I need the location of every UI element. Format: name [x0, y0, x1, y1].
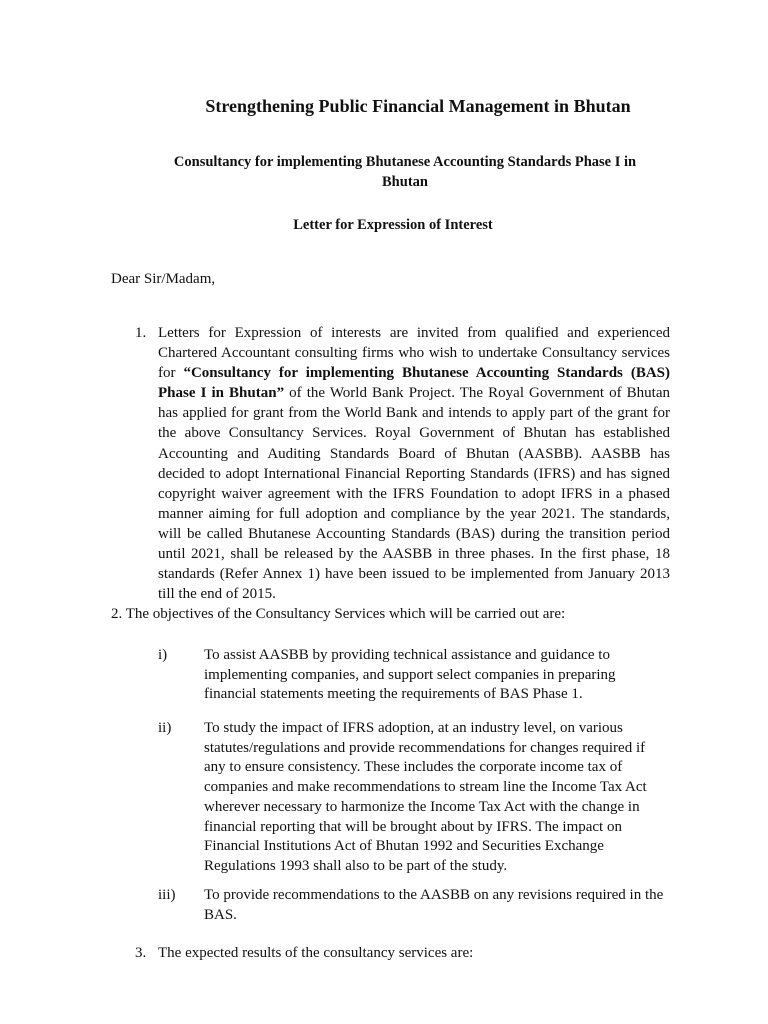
paragraph-1-body	[158, 323, 670, 604]
paragraph-1-text-a: Letters for Expression of interests are invited from qualified and experienced Chartered Accountant consulting firms who wish to undertake Consultancy services for	[158, 325, 670, 382]
paragraph-3	[135, 945, 473, 962]
paragraph-1-bold-title: “Consultancy for implementing Bhutanese Accounting Standards (BAS) Phase I in Bhutan”	[158, 365, 670, 402]
document-title: Strengthening Public Financial Management in Bhutan	[205, 96, 631, 116]
objective-item	[158, 646, 668, 705]
paragraph-2: 2. The objectives of the Consultancy Services which will be carried out are:	[111, 606, 566, 622]
objective-text: To assist AASBB by providing technical assistance and guidance to implementing companies, and support select companies in preparing financial statements meeting the requirements of BAS Phase 1.	[204, 647, 616, 703]
objective-numeral: ii)	[158, 720, 172, 736]
objective-item	[158, 886, 668, 925]
paragraph-1-number: 1.	[135, 325, 147, 341]
objective-numeral: i)	[158, 647, 168, 663]
salutation: Dear Sir/Madam,	[111, 271, 216, 287]
paragraph-1-text-b: of the World Bank Project. The Royal Government of Bhutan has applied for grant from the World Bank and intends to apply part of the grant for the above Consultancy Services. Royal Government of Bhutan has established Accounting and Auditing Standards Board of Bhutan (AASBB). AASBB has decided to adopt International Financial Reporting Standards (IFRS) and has signed copyright waiver agreement with the IFRS Foundation to adopt IFRS in a phased manner aiming for full adoption and compliance by the year 2021. The standards, will be called Bhutanese Accounting Standards (BAS) during the transition period until 2021, shall be released by the AASBB in three phases. In the first phase, 18 standards (Refer Annex 1) have been issued to be implemented from January 2013 till the end of 2015.	[158, 385, 670, 603]
paragraph-3-number: 3.	[135, 945, 147, 961]
objective-item	[158, 719, 668, 877]
letter-heading: Letter for Expression of Interest	[293, 217, 493, 233]
objective-numeral: iii)	[158, 887, 176, 903]
document-subtitle: Consultancy for implementing Bhutanese Accounting Standards Phase I in Bhutan	[173, 154, 637, 190]
paragraph-3-text: The expected results of the consultancy services are:	[158, 945, 474, 961]
objective-text: To provide recommendations to the AASBB on any revisions required in the BAS.	[204, 887, 664, 923]
objective-text: To study the impact of IFRS adoption, at an industry level, on various statutes/regulations and provide recommendations for changes required if any to ensure consistency. These includes the corporate income tax of companies and make recommendations to stream line the Income Tax Act wherever necessary to harmonize the Income Tax Act with the change in financial reporting that will be brought about by IFRS. The impact on Financial Institutions Act of Bhutan 1992 and Securities Exchange Regulations 1993 shall also to be part of the study.	[204, 720, 647, 874]
paragraph-1	[135, 323, 670, 604]
